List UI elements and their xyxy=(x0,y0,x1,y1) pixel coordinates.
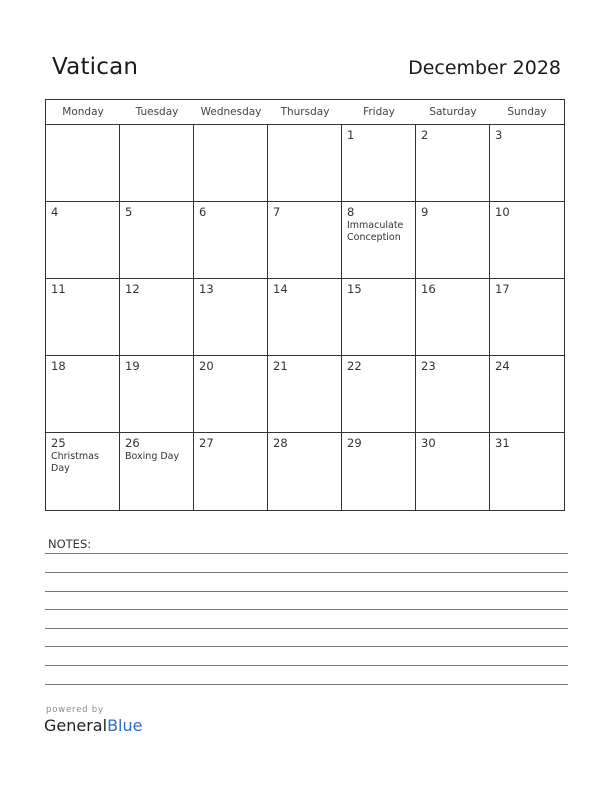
day-number: 10 xyxy=(495,205,510,219)
day-cell xyxy=(268,433,342,510)
day-number: 15 xyxy=(347,282,362,296)
weekday-sunday: Sunday xyxy=(507,106,547,118)
day-number: 2 xyxy=(421,128,429,142)
day-cell xyxy=(46,356,120,433)
day-number: 29 xyxy=(347,436,362,450)
day-cell xyxy=(268,279,342,356)
day-number: 17 xyxy=(495,282,510,296)
day-cell xyxy=(194,279,268,356)
weekday-saturday: Saturday xyxy=(429,106,477,118)
day-cell xyxy=(342,433,416,510)
generalblue-logo xyxy=(44,716,142,735)
day-number: 24 xyxy=(495,359,510,373)
day-number: 13 xyxy=(199,282,214,296)
powered-by-text: powered by xyxy=(46,705,104,715)
day-number: 3 xyxy=(495,128,503,142)
day-cell xyxy=(46,202,120,279)
day-number: 1 xyxy=(347,128,355,142)
day-number: 31 xyxy=(495,436,510,450)
day-number: 6 xyxy=(199,205,207,219)
day-number: 16 xyxy=(421,282,436,296)
day-cell xyxy=(46,279,120,356)
day-number: 11 xyxy=(51,282,66,296)
day-cell xyxy=(268,356,342,433)
day-cell xyxy=(120,279,194,356)
day-cell xyxy=(120,433,194,510)
day-number: 5 xyxy=(125,205,133,219)
day-cell xyxy=(342,125,416,202)
day-cell xyxy=(490,125,564,202)
day-cell xyxy=(194,433,268,510)
day-number: 8 xyxy=(347,205,355,219)
day-number: 26 xyxy=(125,436,140,450)
note-line xyxy=(45,572,568,573)
country-title: Vatican xyxy=(52,54,139,80)
day-number: 20 xyxy=(199,359,214,373)
day-cell xyxy=(342,356,416,433)
weekday-header xyxy=(46,100,564,125)
day-cell xyxy=(490,356,564,433)
day-cell xyxy=(416,125,490,202)
day-cell xyxy=(416,433,490,510)
day-cell xyxy=(120,125,194,202)
day-number: 19 xyxy=(125,359,140,373)
day-cell xyxy=(342,202,416,279)
weekday-friday: Friday xyxy=(363,106,395,118)
calendar-days xyxy=(46,125,564,510)
day-cell xyxy=(490,202,564,279)
day-number: 14 xyxy=(273,282,288,296)
day-number: 28 xyxy=(273,436,288,450)
day-number: 22 xyxy=(347,359,362,373)
day-cell xyxy=(342,279,416,356)
day-cell xyxy=(120,356,194,433)
holiday-label: Christmas Day xyxy=(51,451,99,474)
brand-general: General xyxy=(44,716,108,735)
weekday-monday: Monday xyxy=(62,106,104,118)
note-line xyxy=(45,553,568,554)
holiday-label: Immaculate Conception xyxy=(347,220,404,243)
day-number: 30 xyxy=(421,436,436,450)
day-cell xyxy=(194,125,268,202)
day-cell xyxy=(416,279,490,356)
day-cell xyxy=(46,433,120,510)
day-number: 27 xyxy=(199,436,214,450)
calendar-grid xyxy=(45,99,565,511)
day-number: 25 xyxy=(51,436,66,450)
day-cell xyxy=(194,356,268,433)
day-number: 12 xyxy=(125,282,140,296)
day-number: 4 xyxy=(51,205,59,219)
note-line xyxy=(45,665,568,666)
day-number: 21 xyxy=(273,359,288,373)
note-line xyxy=(45,609,568,610)
notes-label: NOTES: xyxy=(48,537,92,551)
day-cell xyxy=(490,279,564,356)
day-cell xyxy=(416,202,490,279)
day-cell xyxy=(268,125,342,202)
day-cell xyxy=(194,202,268,279)
note-line xyxy=(45,591,568,592)
weekday-tuesday: Tuesday xyxy=(135,106,179,118)
day-cell xyxy=(490,433,564,510)
brand-blue: Blue xyxy=(107,716,143,735)
day-cell xyxy=(46,125,120,202)
weekday-thursday: Thursday xyxy=(280,106,330,118)
day-cell xyxy=(416,356,490,433)
day-number: 23 xyxy=(421,359,436,373)
day-number: 7 xyxy=(273,205,281,219)
day-cell xyxy=(268,202,342,279)
note-line xyxy=(45,646,568,647)
day-number: 9 xyxy=(421,205,429,219)
day-cell xyxy=(120,202,194,279)
note-line xyxy=(45,684,568,685)
holiday-label: Boxing Day xyxy=(125,451,180,462)
month-title: December 2028 xyxy=(408,57,561,79)
day-number: 18 xyxy=(51,359,66,373)
note-line xyxy=(45,628,568,629)
weekday-wednesday: Wednesday xyxy=(200,106,262,118)
